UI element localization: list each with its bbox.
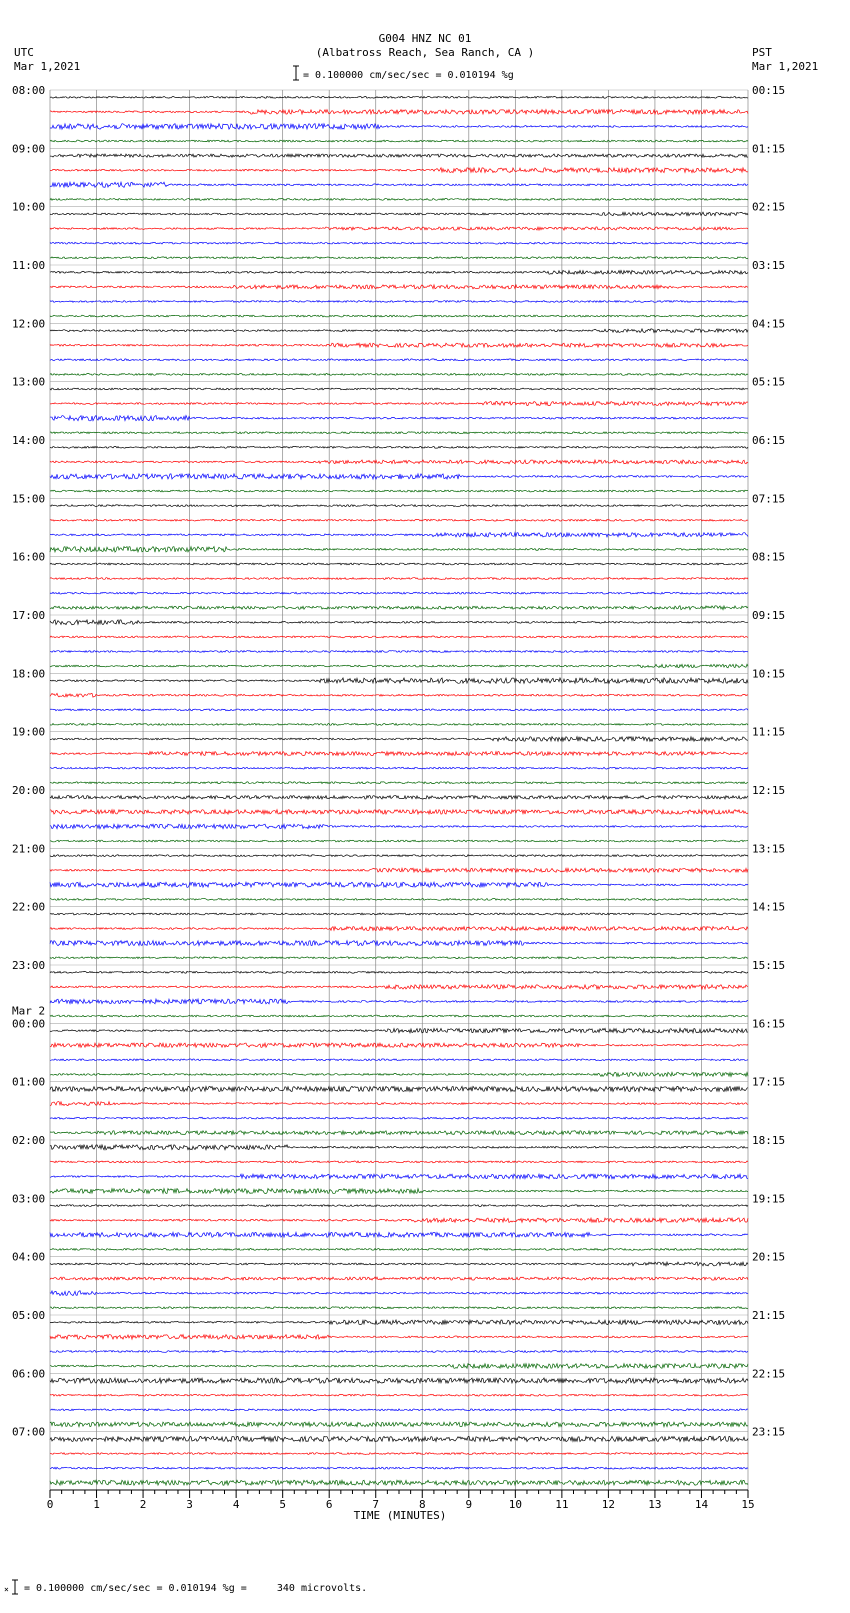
utc-hour-label: 05:00 xyxy=(12,1309,46,1322)
x-tick-label: 9 xyxy=(465,1498,473,1511)
utc-hour-label: 19:00 xyxy=(12,725,46,739)
pst-hour-label: 15:15 xyxy=(752,959,786,972)
utc-hour-label: 21:00 xyxy=(12,842,46,856)
pst-hour-label: 19:15 xyxy=(752,1192,786,1206)
utc-hour-label: 20:00 xyxy=(12,784,46,797)
utc-hour-label: 23:00 xyxy=(12,959,46,972)
pst-hour-label: 17:15 xyxy=(752,1075,786,1089)
trace-row xyxy=(50,315,748,317)
x-tick-label: 4 xyxy=(232,1498,240,1511)
trace-row xyxy=(50,1131,748,1135)
trace-row xyxy=(50,767,748,769)
trace-row xyxy=(50,505,748,507)
trace-row xyxy=(50,1028,748,1032)
pst-hour-label: 02:15 xyxy=(752,200,786,214)
trace-row xyxy=(50,724,748,726)
x-tick-label: 13 xyxy=(648,1498,662,1511)
trace-row xyxy=(50,474,748,479)
trace-row xyxy=(50,882,748,887)
trace-row xyxy=(50,782,748,784)
trace-row xyxy=(50,547,748,553)
trace-row xyxy=(50,941,748,946)
pst-hour-label: 18:15 xyxy=(752,1134,786,1147)
trace-row xyxy=(50,1174,748,1179)
trace-row xyxy=(50,1059,748,1061)
trace-row xyxy=(50,1205,748,1207)
trace-row xyxy=(50,212,748,216)
trace-row xyxy=(50,592,748,594)
trace-row xyxy=(50,606,748,610)
trace-row xyxy=(50,432,748,434)
trace-row xyxy=(50,651,748,653)
trace-row xyxy=(50,678,748,683)
trace-row xyxy=(50,824,748,829)
trace-row xyxy=(50,343,748,347)
right-time-zone: PST xyxy=(752,46,772,59)
trace-row xyxy=(50,1218,748,1222)
trace-row xyxy=(50,124,748,130)
trace-row xyxy=(50,957,748,959)
hour-separators xyxy=(50,90,748,1490)
trace-row xyxy=(50,1480,748,1485)
pst-hour-label: 05:15 xyxy=(752,375,786,389)
utc-hour-label: 07:00 xyxy=(12,1425,46,1439)
trace-row xyxy=(50,1161,748,1163)
trace-row xyxy=(50,1307,748,1309)
utc-hour-label: 01:00 xyxy=(12,1075,46,1089)
trace-row xyxy=(50,329,748,333)
pst-hour-label: 09:15 xyxy=(752,609,786,622)
trace-row xyxy=(50,242,748,244)
pst-hour-label: 07:15 xyxy=(752,492,786,506)
trace-row xyxy=(50,1102,748,1106)
utc-hour-label: 16:00 xyxy=(12,550,46,564)
trace-row xyxy=(50,257,748,259)
x-tick-label: 6 xyxy=(325,1498,333,1511)
trace-row xyxy=(50,533,748,537)
pst-hour-label: 08:15 xyxy=(752,550,786,564)
x-tick-label: 8 xyxy=(418,1498,426,1511)
time-axis xyxy=(47,1490,755,1511)
trace-row xyxy=(50,110,748,115)
trace-row xyxy=(50,752,748,756)
x-tick-label: 14 xyxy=(694,1498,709,1511)
trace-row xyxy=(50,1189,748,1194)
utc-hour-label: 18:00 xyxy=(12,667,46,681)
scale-text: = 0.100000 cm/sec/sec = 0.010194 %g xyxy=(303,70,514,81)
trace-row xyxy=(50,1072,748,1076)
trace-row xyxy=(50,578,748,580)
left-date: Mar 1,2021 xyxy=(14,60,81,73)
trace-row xyxy=(50,709,748,711)
utc-hour-label: 17:00 xyxy=(12,609,46,622)
trace-row xyxy=(50,96,748,98)
trace-row xyxy=(50,1015,748,1017)
trace-row xyxy=(50,182,748,187)
utc-hour-label: 04:00 xyxy=(12,1250,46,1264)
chart-subtitle: (Albatross Reach, Sea Ranch, CA ) xyxy=(315,46,535,59)
trace-row xyxy=(50,971,748,973)
trace-row xyxy=(50,1467,748,1469)
trace-row xyxy=(50,1232,748,1237)
utc-hour-label: 00:00 xyxy=(12,1017,46,1031)
trace-row xyxy=(50,985,748,989)
trace-row xyxy=(50,301,748,303)
pst-hour-label: 01:15 xyxy=(752,142,786,156)
trace-row xyxy=(50,664,748,668)
utc-hour-label: 22:00 xyxy=(12,900,46,914)
trace-row xyxy=(50,359,748,361)
x-tick-label: 7 xyxy=(372,1498,380,1511)
trace-row xyxy=(50,490,748,492)
trace-row xyxy=(50,620,748,625)
utc-hour-label: 13:00 xyxy=(12,375,46,389)
trace-row xyxy=(50,168,748,173)
utc-hour-label: 03:00 xyxy=(12,1192,46,1206)
left-time-zone: UTC xyxy=(14,46,34,59)
pst-hour-label: 23:15 xyxy=(752,1425,786,1439)
x-tick-label: 15 xyxy=(741,1498,755,1511)
pst-hour-label: 21:15 xyxy=(752,1309,786,1322)
pst-hour-label: 22:15 xyxy=(752,1367,786,1381)
pst-hour-label: 14:15 xyxy=(752,900,786,914)
trace-row xyxy=(50,999,748,1004)
pst-hour-label: 03:15 xyxy=(752,259,786,272)
right-date: Mar 1,2021 xyxy=(752,60,819,73)
x-tick-label: 2 xyxy=(139,1498,147,1511)
pst-hour-label: 10:15 xyxy=(752,667,786,681)
trace-row xyxy=(50,401,748,405)
utc-hour-label: 08:00 xyxy=(12,84,46,97)
x-tick-label: 1 xyxy=(93,1498,100,1511)
seismic-traces xyxy=(50,96,748,1485)
trace-row xyxy=(50,199,748,201)
trace-row xyxy=(50,1351,748,1353)
trace-row xyxy=(50,460,748,464)
trace-row xyxy=(50,1277,748,1280)
trace-row xyxy=(50,693,748,697)
trace-row xyxy=(50,1262,748,1266)
pst-hour-label: 16:15 xyxy=(752,1017,786,1031)
trace-row xyxy=(50,810,748,814)
pst-hour-label: 06:15 xyxy=(752,434,786,447)
trace-row xyxy=(50,1043,748,1047)
trace-row xyxy=(50,1086,748,1091)
x-tick-label: 5 xyxy=(279,1498,286,1511)
trace-row xyxy=(50,868,748,872)
chart-title: G004 HNZ NC 01 xyxy=(378,32,472,45)
utc-hour-label: 15:00 xyxy=(12,492,46,506)
footer-marker-icon: × xyxy=(4,1585,9,1594)
trace-row xyxy=(50,1378,748,1383)
trace-row xyxy=(50,1422,748,1427)
trace-row xyxy=(50,840,748,842)
trace-row xyxy=(50,1436,748,1441)
footer-scale-text: = 0.100000 cm/sec/sec = 0.010194 %g = 340 microvolts. xyxy=(24,1583,368,1594)
trace-row xyxy=(50,927,748,931)
x-tick-label: 10 xyxy=(508,1498,522,1511)
trace-row xyxy=(50,416,748,421)
trace-row xyxy=(50,913,748,915)
trace-row xyxy=(50,374,748,376)
trace-row xyxy=(50,446,748,448)
pst-hour-label: 00:15 xyxy=(752,84,786,97)
trace-row xyxy=(50,519,748,521)
x-tick-label: 0 xyxy=(46,1498,54,1511)
trace-row xyxy=(50,1320,748,1325)
trace-row xyxy=(50,1409,748,1411)
trace-row xyxy=(50,636,748,638)
utc-hour-label: 09:00 xyxy=(12,142,46,156)
trace-row xyxy=(50,855,748,857)
pst-hour-label: 12:15 xyxy=(752,784,786,797)
utc-hour-label: 02:00 xyxy=(12,1134,46,1147)
trace-row xyxy=(50,388,748,390)
pst-hour-label: 04:15 xyxy=(752,317,786,331)
trace-row xyxy=(50,270,748,274)
date-change-label: Mar 2 xyxy=(12,1004,46,1018)
trace-row xyxy=(50,1335,748,1340)
trace-row xyxy=(50,1394,748,1396)
trace-row xyxy=(50,1453,748,1455)
pst-hour-label: 20:15 xyxy=(752,1250,786,1264)
x-axis-label: TIME (MINUTES) xyxy=(353,1509,447,1522)
trace-row xyxy=(50,1364,748,1369)
trace-row xyxy=(50,1249,748,1251)
trace-row xyxy=(50,227,748,230)
utc-hour-label: 06:00 xyxy=(12,1367,46,1381)
trace-row xyxy=(50,1117,748,1119)
pst-hour-label: 11:15 xyxy=(752,725,786,739)
trace-row xyxy=(50,737,748,742)
trace-row xyxy=(50,563,748,565)
utc-hour-label: 12:00 xyxy=(12,317,46,331)
x-tick-label: 3 xyxy=(186,1498,193,1511)
utc-hour-label: 11:00 xyxy=(12,259,46,272)
pst-hour-label: 13:15 xyxy=(752,842,786,856)
trace-row xyxy=(50,154,748,157)
trace-row xyxy=(50,899,748,901)
trace-row xyxy=(50,1291,748,1296)
trace-row xyxy=(50,285,748,289)
utc-hour-label: 14:00 xyxy=(12,434,46,447)
trace-row xyxy=(50,1145,748,1150)
trace-row xyxy=(50,140,748,142)
utc-hour-label: 10:00 xyxy=(12,200,46,214)
x-tick-label: 12 xyxy=(601,1498,616,1511)
trace-row xyxy=(50,796,748,799)
x-tick-label: 11 xyxy=(555,1498,569,1511)
